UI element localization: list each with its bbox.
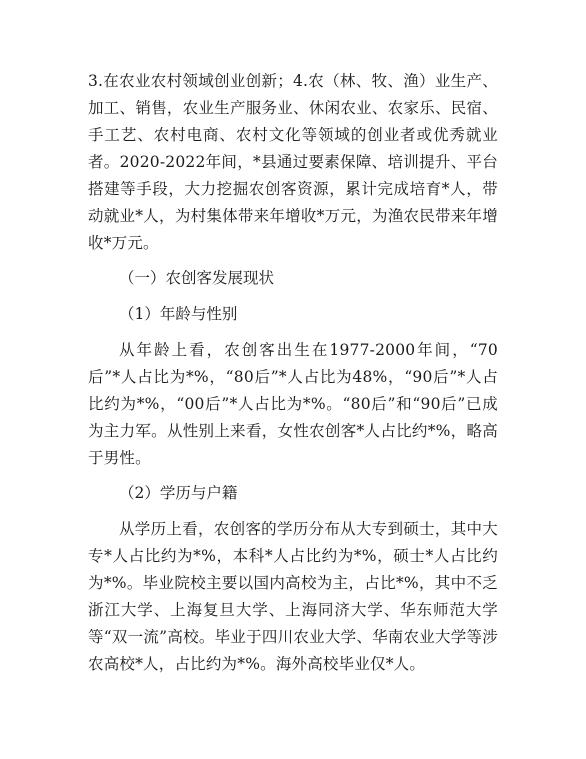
education-paragraph: 从学历上看，农创客的学历分布从大专到硕士，其中大专*人占比约为*%，本科*人占比约为*%，硕士*人占比约为*%。毕业院校主要以国内高校为主，占比*%，其中不乏浙江大学、上海复旦大学、上海同济大学、华东师范大学等“双一流”高校。毕业于四川农业大学、华南农业大学等涉农高校*人，占比约为*%。海外高校毕业仅*人。 <box>88 520 498 673</box>
intro-paragraph: 3.在农业农村领域创业创新；4.农（林、牧、渔）业生产、加工、销售，农业生产服务业、休闲农业、农家乐、民宿、手工艺、农村电商、农村文化等领域的创业者或优秀就业者。2020-2022年间，*县通过要素保障、培训提升、平台搭建等手段，大力挖掘农创客资源，累计完成培育*人，带动就业*人，为村集体带来年增收*万元，为渔农民带来年增收*万元。 <box>88 72 498 252</box>
age-gender-paragraph: 从年龄上看，农创客出生在1977-2000年间，“70后”*人占比为*%，“80后”*人占比为48%，“90后”*人占比约为*%，“00后”*人占比为*%。“80后”和“90后”已成为主力军。从性别上来看，女性农创客*人占比约*%，略高于男性。 <box>88 341 498 467</box>
section-heading: （一）农创客发展现状 <box>119 269 275 287</box>
document-page <box>88 68 498 678</box>
sub-heading-age-gender: （1）年龄与性别 <box>119 305 238 323</box>
sub-heading-education-residence: （2）学历与户籍 <box>119 484 238 502</box>
